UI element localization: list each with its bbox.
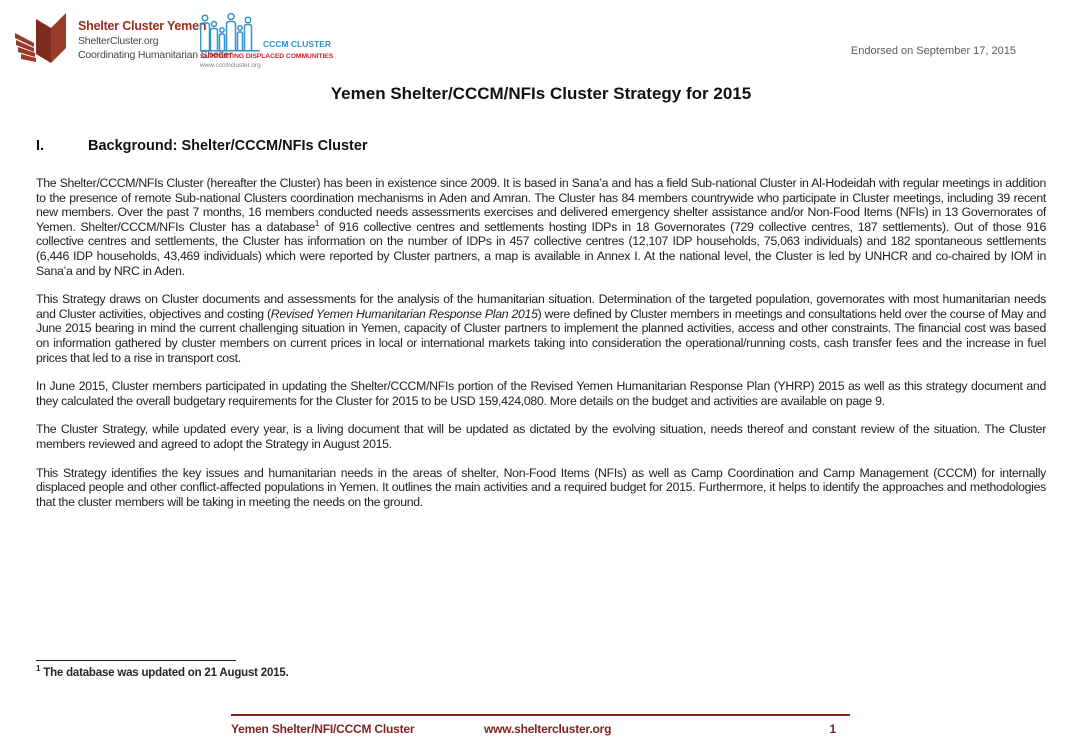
footnote-reference: 1: [314, 218, 320, 228]
footer-website: www.sheltercluster.org: [484, 722, 612, 736]
brand-url: ShelterCluster.org: [78, 35, 159, 47]
section-number: I.: [36, 138, 45, 154]
italic-plan-title: Revised Yemen Humanitarian Response Plan 2015: [270, 306, 538, 321]
cccm-cluster-name: CCCM CLUSTER: [263, 39, 331, 49]
cccm-people-icon: [200, 12, 260, 52]
paragraph-key-issues: This Strategy identifies the key issues and humanitarian needs in the areas of shelter, Non-Food Items (NFIs) as well as Camp Coordination and Camp Management (CCCM) for internally displaced people and other conflict-affected populations in Yemen. It outlines the main activities and a required budget for 2015. Furthermore, it helps to identify the approaches and methodologies that the cluster members will be taking in meeting the needs on the ground.: [36, 465, 1046, 509]
footer-cluster-name: Yemen Shelter/NFI/CCCM Cluster: [231, 722, 415, 736]
page-footer: [231, 714, 850, 736]
paragraph-budget: In June 2015, Cluster members participated in updating the Shelter/CCCM/NFIs portion of the Revised Yemen Humanitarian Response Plan (YHRP) 2015 as well as this strategy document and they calculated the overall budgetary requirements for the Cluster for 2015 to be USD 159,424,080. More details on the budget and activities are available on page 9.: [36, 379, 1046, 408]
footnote-text: The database was updated on 21 August 2015.: [43, 667, 289, 679]
footer-page-number: 1: [829, 722, 836, 736]
cccm-tagline: SUPPORTING DISPLACED COMMUNITIES: [200, 53, 334, 60]
shelter-cluster-book-icon: [14, 13, 70, 65]
paragraph-text: This Strategy draws on Cluster documents and assessments for the analysis of the humanitarian situation. Determination of the targeted population, governorates with most humanitarian needs and Cluster activities, objectives and costing (: [36, 292, 1046, 321]
brand-title: Shelter Cluster Yemen: [78, 19, 207, 33]
paragraph-background: [36, 176, 1046, 278]
paragraph-text: The Shelter/CCCM/NFIs Cluster (hereafter the Cluster) has been in existence since 2009. It is based in Sana’a and has a field Sub-national Cluster in Al-Hodeidah with regular meetings in addition to the presence of remote Sub-national Clusters coordination mechanisms in Aden and Amran. The Cluster has 84 members countrywide who participate in Cluster meetings, including 39 recent new members. Over the past 7 months, 16 members conducted needs assessments exercises and delivered emergency shelter assistance and/or Non-Food Items (NFIs) in 13 Governorates of Yemen. Shelter/CCCM/NFIs Cluster has a database: [36, 176, 1046, 234]
footnote-marker: 1: [36, 664, 41, 674]
footnote-area: [36, 660, 289, 679]
document-body: [36, 176, 1046, 523]
section-heading: [36, 138, 368, 154]
paragraph-text: ) were defined by Cluster members in meetings and consultations held over the course of May and June 2015 bearing in mind the current challenging situation in Yemen, capacity of Cluster partners to implement the planned activities, access and other constraints. The financial cost was based on information gathered by cluster members on current prices in local or international markets taking into consideration the operational/running costs, cash transfer fees and the increase in fuel prices that led to a rise in transport cost.: [36, 306, 1046, 365]
cccm-cluster-logo: [200, 12, 340, 69]
paragraph-strategy-sources: [36, 292, 1046, 365]
footnote: [36, 664, 289, 679]
section-title: Background: Shelter/CCCM/NFIs Cluster: [88, 138, 368, 154]
cccm-url: www.cccmcluster.org: [200, 62, 261, 69]
endorsement-note: Endorsed on September 17, 2015: [850, 45, 1016, 57]
paragraph-text: of 916 collective centres and settlements hosting IDPs in 18 Governorates (729 collective centres, 187 settlements). Out of those 916 collective centres and settlements, the Cluster has information on the number of IDPs in 457 collective centres (12,107 IDP households, 75,063 individuals) and 182 spontaneous settlements (6,446 IDP households, 43,469 individuals) which were reported by Cluster partners, a map is available in Annex I. At the national level, the Cluster is led by UNHCR and co-chaired by IOM in Sana’a and by NRC in Aden.: [36, 219, 1046, 278]
document-title: Yemen Shelter/CCCM/NFIs Cluster Strategy for 2015: [330, 84, 752, 103]
footnote-separator: [36, 660, 236, 661]
paragraph-living-document: The Cluster Strategy, while updated every year, is a living document that will be updated as dictated by the evolving situation, needs thereof and constant review of the situation. The Cluster members reviewed and agreed to adopt the Strategy in August 2015.: [36, 422, 1046, 451]
brand-tagline: Coordinating Humanitarian Shelter: [78, 49, 233, 61]
